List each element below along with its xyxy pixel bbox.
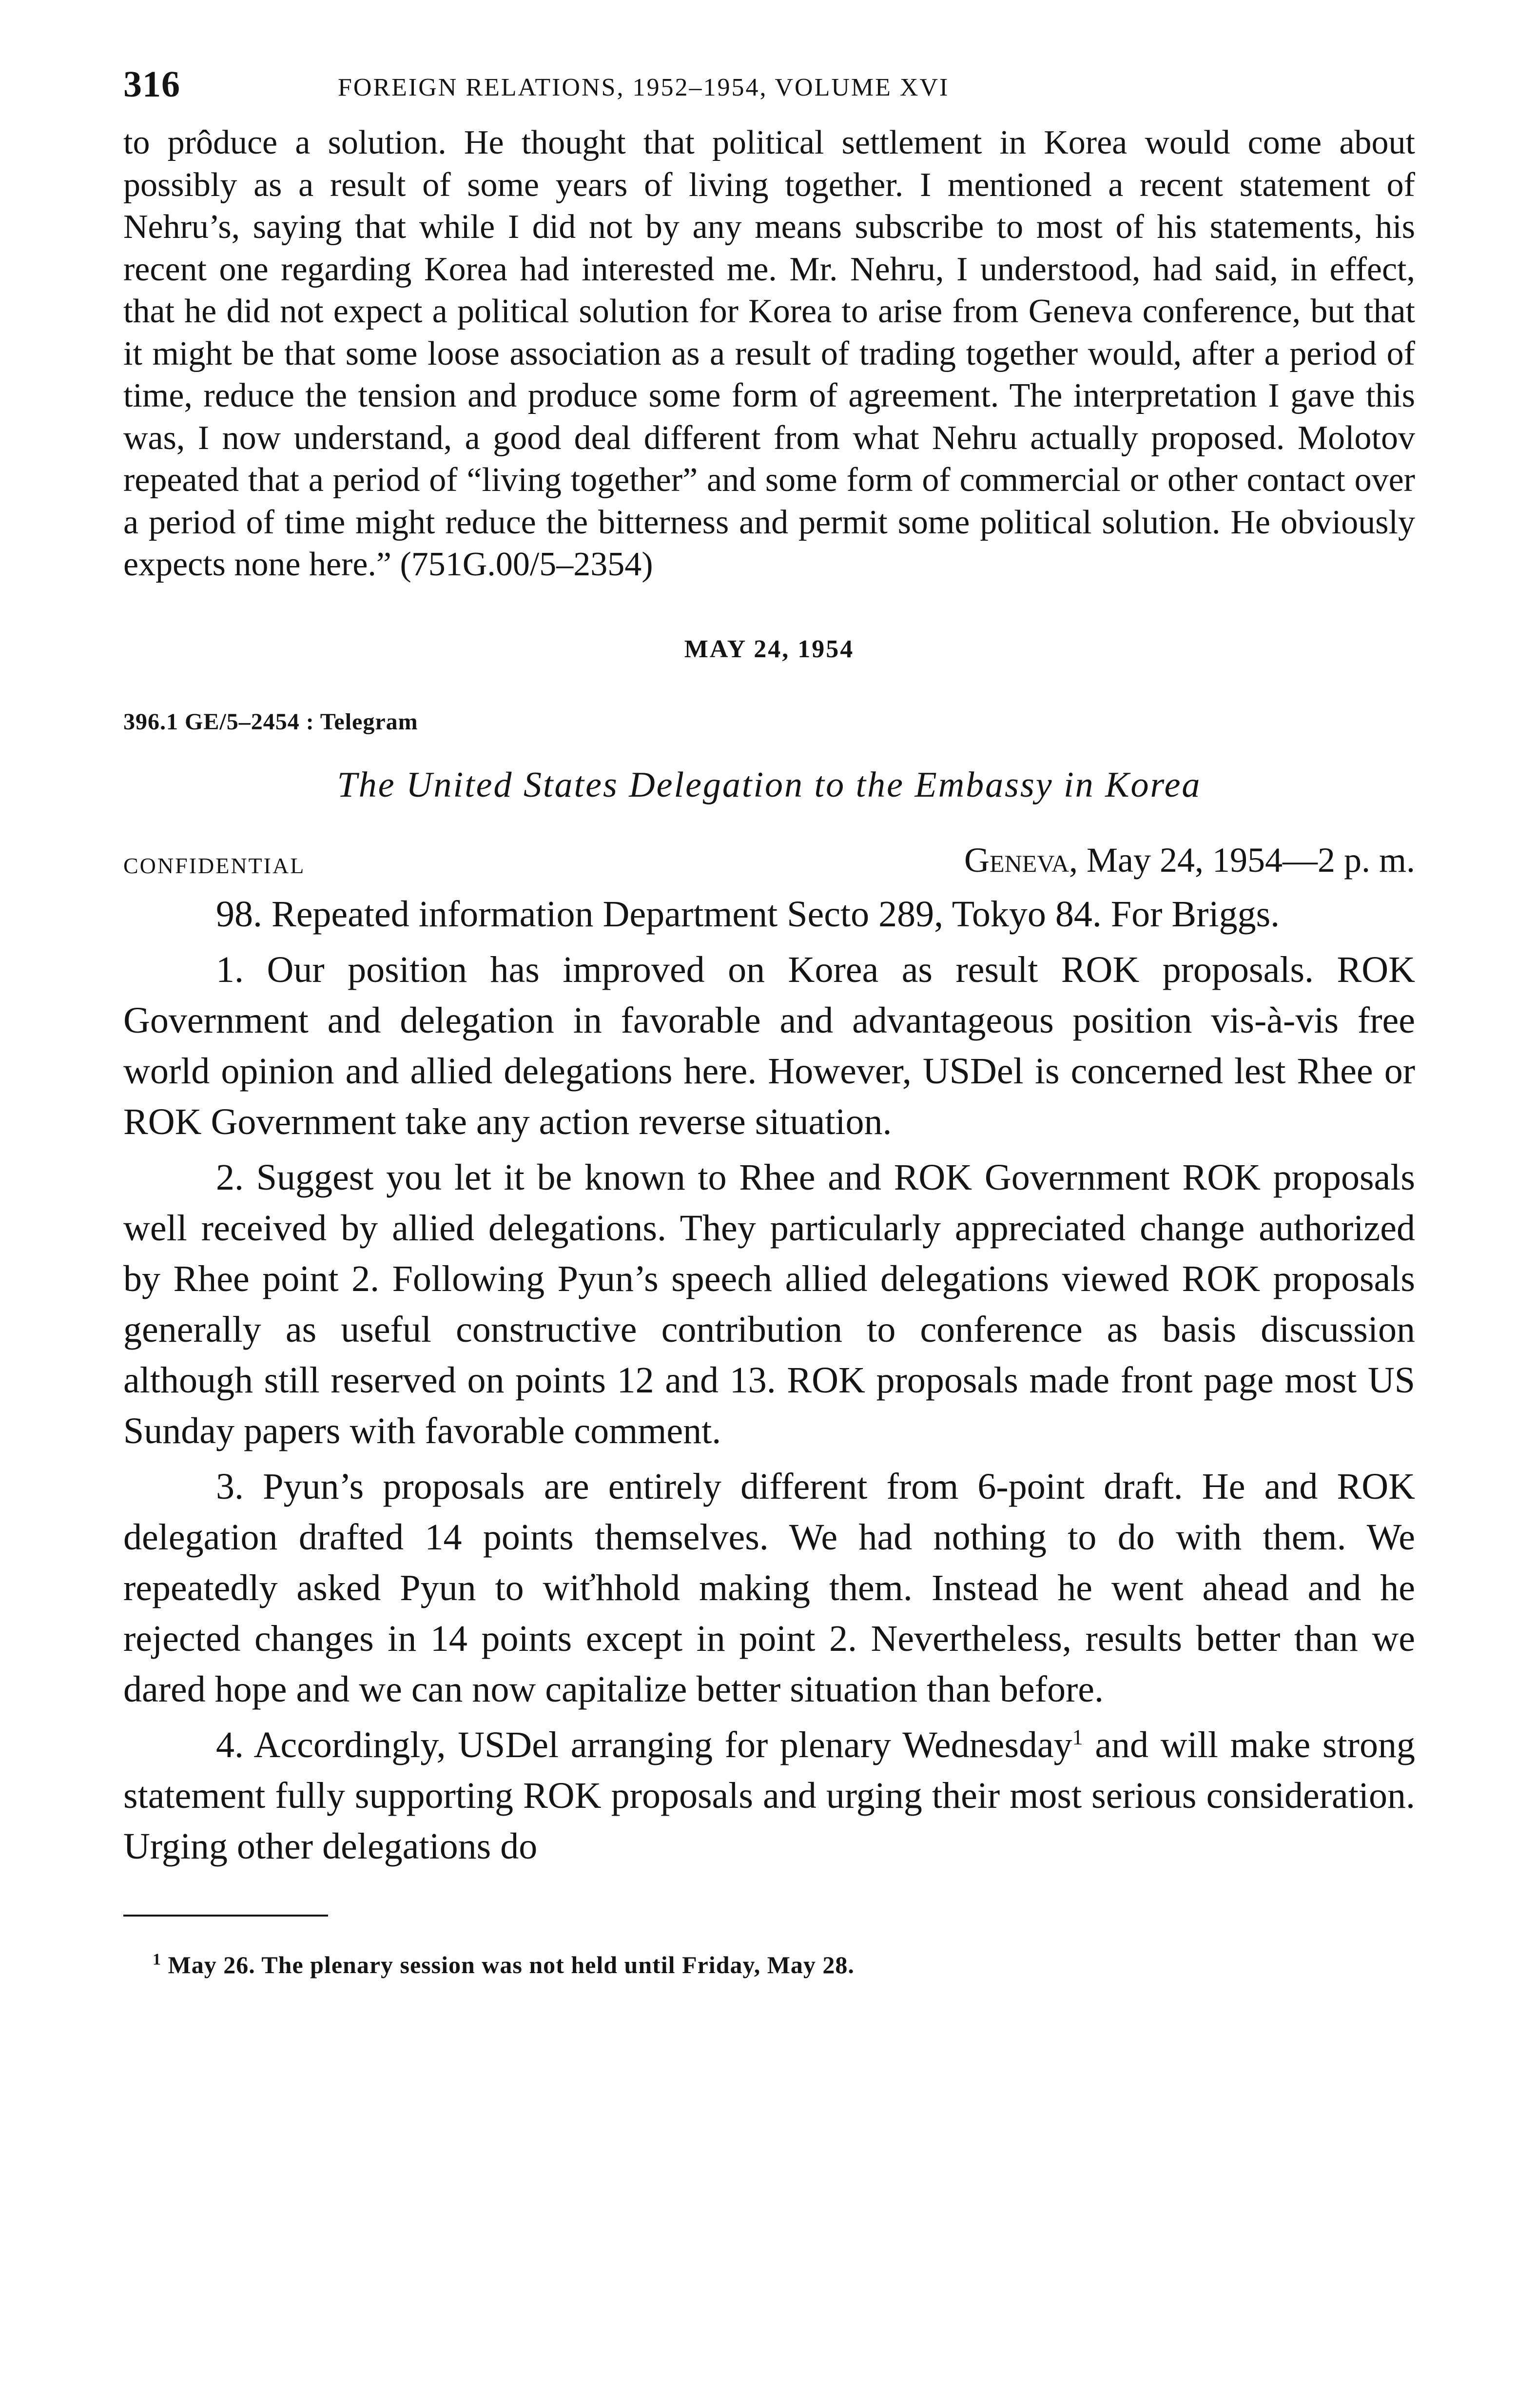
document-page [123,59,1415,1979]
paragraph-4-text-end: and will make strong statement fully supporting ROK proposals and urging their most serious consideration. Urging other delegations do [123,1724,1415,1867]
running-head [123,59,1415,117]
paragraph-2: 2. Suggest you let it be known to Rhee and ROK Government ROK proposals well received by allied delegations. They particularly appreciated change authorized by Rhee point 2. Following Pyun’s speech allied delegations viewed ROK proposals generally as useful constructive contribution to conference as basis discussion although still reserved on points 12 and 13. ROK proposals made front page most US Sunday papers with favorable comment. [123,1156,1415,1451]
footnote [123,1951,1415,1979]
place: Geneva [964,840,1069,880]
footnote-mark: 1 [153,1950,161,1968]
place-and-date [964,840,1415,881]
footnote-text: May 26. The plenary session was not held until Friday, May 28. [161,1951,855,1978]
continuation-paragraph: to prôduce a solution. He thought that political settlement in Korea would come about possibly as a result of some years of living together. I mentioned a recent statement of Nehru’s, saying that while I did not by any means subscribe to most of his statements, his recent one regarding Korea had interested me. Mr. Nehru, I understood, had said, in effect, that he did not expect a political solution for Korea to arise from Geneva conference, but that it might be that some loose association as a result of trading together would, after a period of time, reduce the tension and produce some form of agreement. The interpretation I gave this was, I now understand, a good deal different from what Nehru actually proposed. Molotov repeated that a period of “living together” and some form of commercial or other contact over a period of time might reduce the bitterness and permit some political solution. He obviously expects none here.” (751G.00/5–2354) [123,124,1415,583]
date-time: , May 24, 1954—2 p. m. [1069,840,1415,880]
footnote-divider [123,1915,328,1917]
footnote-reference[interactable]: 1 [1072,1725,1083,1749]
date-heading: MAY 24, 1954 [684,635,855,663]
classification-label: CONFIDENTIAL [123,853,306,878]
telegram-body [123,889,1415,1872]
paragraph-3: 3. Pyun’s proposals are entirely different from 6-point draft. He and ROK delegation drafted 14 points themselves. We had nothing to do with them. We repeatedly asked Pyun to wiťhhold making them. Instead he went ahead and he rejected changes in 14 points except in point 2. Nevertheless, results better than we dared hope and we can now capitalize better situation than before. [123,1466,1415,1710]
paragraph-98: 98. Repeated information Department Secto 289, Tokyo 84. For Briggs. [216,893,1280,935]
telegram-header [123,840,1415,889]
page-number: 316 [123,64,180,105]
document-title: The United States Delegation to the Embassy in Korea [337,764,1202,805]
paragraph-4-text-start: 4. Accordingly, USDel arranging for plenary Wednesday [216,1724,1072,1765]
paragraph-1: 1. Our position has improved on Korea as result ROK proposals. ROK Government and delegation in favorable and advantageous position vis-à-vis free world opinion and allied delegations here. However, USDel is concerned lest Rhee or ROK Government take any action reverse situation. [123,949,1415,1142]
running-head-title: FOREIGN RELATIONS, 1952–1954, VOLUME XVI [338,74,950,101]
file-reference: 396.1 GE/5–2454 : Telegram [123,708,418,735]
paragraph-4 [123,1720,1415,1872]
